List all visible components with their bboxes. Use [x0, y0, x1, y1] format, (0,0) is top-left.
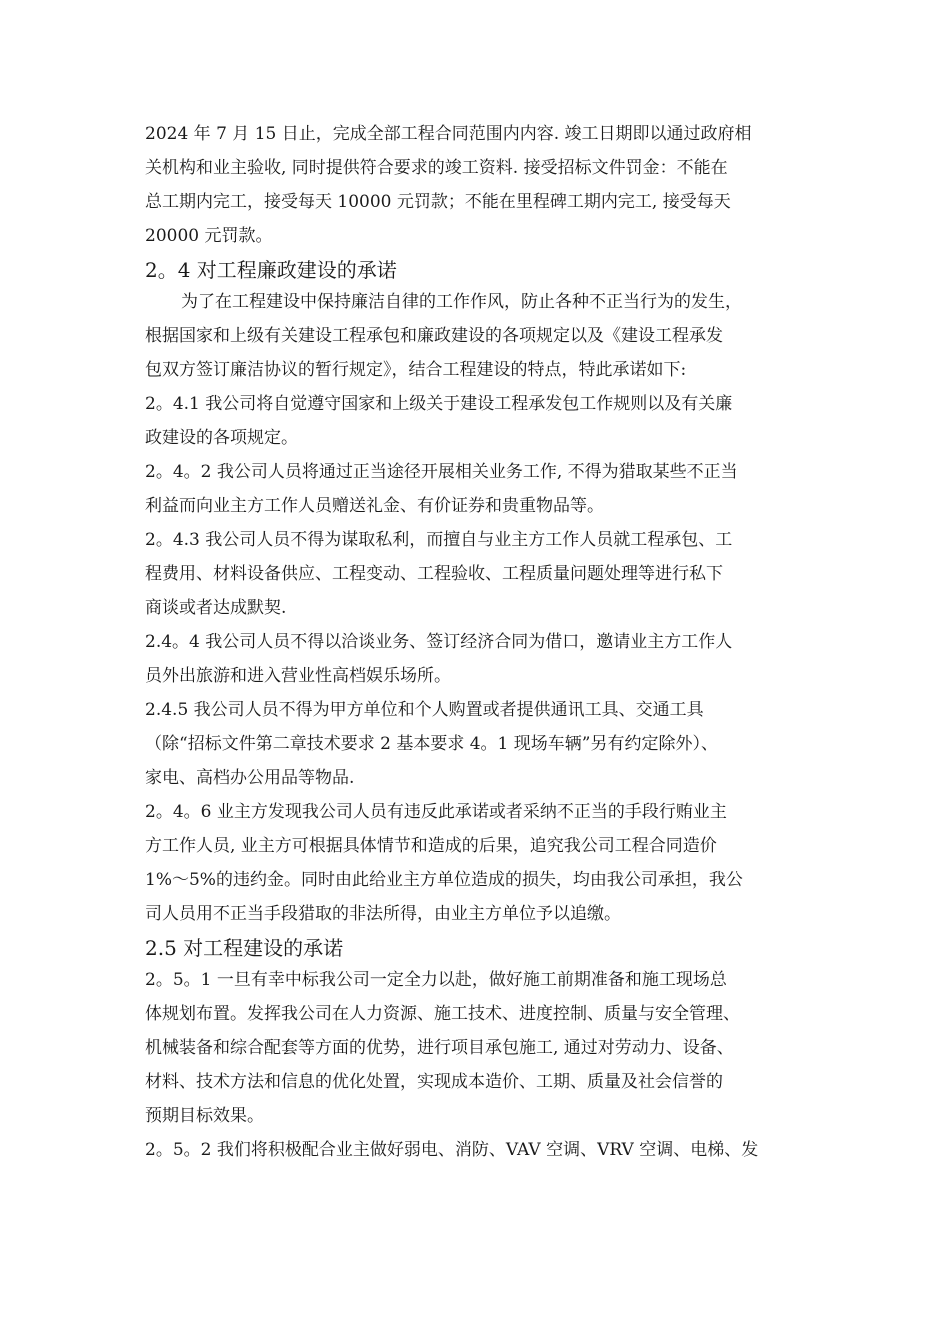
- text-line: 2。4。6 业主方发现我公司人员有违反此承诺或者采纳不正当的手段行贿业主: [145, 802, 727, 822]
- clause-2-4-5: [145, 693, 815, 795]
- text-line: 机械装备和综合配套等方面的优势，进行项目承包施工, 通过对劳动力、设备、: [145, 1038, 734, 1058]
- text-line: 利益而向业主方工作人员赠送礼金、有价证券和贵重物品等。: [145, 496, 604, 516]
- text-line: 家电、高档办公用品等物品.: [145, 768, 355, 788]
- text-line: 2.4.5 我公司人员不得为甲方单位和个人购置或者提供通讯工具、交通工具: [145, 700, 704, 720]
- clause-2-5-2: [145, 1133, 815, 1167]
- text-line: 材料、技术方法和信息的优化处置，实现成本造价、工期、质量及社会信誉的: [145, 1072, 723, 1092]
- text-line: 预期目标效果。: [145, 1106, 264, 1126]
- text-line: 2。5。1 一旦有幸中标我公司一定全力以赴，做好施工前期准备和施工现场总: [145, 970, 727, 990]
- clause-2-4-6: [145, 795, 815, 931]
- text-line: （除“招标文件第二章技术要求 2 基本要求 4。1 现场车辆”另有约定除外）、: [145, 734, 718, 754]
- text-line: 20000 元罚款。: [145, 226, 273, 246]
- text-line: 包双方签订廉洁协议的暂行规定》，结合工程建设的特点，特此承诺如下:: [145, 360, 687, 380]
- clause-2-4-3: [145, 523, 815, 625]
- text-line: 总工期内完工，接受每天 10000 元罚款；不能在里程碑工期内完工, 接受每天: [145, 192, 731, 212]
- section-2-4-intro: [145, 285, 815, 387]
- text-line: 政建设的各项规定。: [145, 428, 298, 448]
- text-line: 2.4。4 我公司人员不得以洽谈业务、签订经济合同为借口，邀请业主方工作人: [145, 632, 733, 652]
- clause-2-4-2: [145, 455, 815, 523]
- text-line: 程费用、材料设备供应、工程变动、工程验收、工程质量问题处理等进行私下: [145, 564, 723, 584]
- text-line: 为了在工程建设中保持廉洁自律的工作作风，防止各种不正当行为的发生，: [181, 292, 742, 312]
- text-line: 2。4。2 我公司人员将通过正当途径开展相关业务工作, 不得为猎取某些不正当: [145, 462, 738, 482]
- text-line: 员外出旅游和进入营业性高档娱乐场所。: [145, 666, 451, 686]
- text-line: 商谈或者达成默契.: [145, 598, 287, 618]
- intro-paragraph: [145, 117, 815, 253]
- text-line: 根据国家和上级有关建设工程承包和廉政建设的各项规定以及《建设工程承发: [145, 326, 723, 346]
- text-line: 方工作人员, 业主方可根据具体情节和造成的后果，追究我公司工程合同造价: [145, 836, 717, 856]
- section-heading-2-5: 2.5 对工程建设的承诺: [145, 936, 344, 960]
- text-line: 2。4.1 我公司将自觉遵守国家和上级关于建设工程承发包工作规则以及有关廉: [145, 394, 733, 414]
- section-heading-2-4: 2。4 对工程廉政建设的承诺: [145, 258, 397, 282]
- text-line: 2。4.3 我公司人员不得为谋取私利，而擅自与业主方工作人员就工程承包、工: [145, 530, 733, 550]
- clause-2-4-4: [145, 625, 815, 693]
- text-line: 2024 年 7 月 15 日止，完成全部工程合同范围内内容. 竣工日期即以通过政府相: [145, 124, 752, 144]
- clause-2-5-1: [145, 963, 815, 1133]
- text-line: 1%～5%的违约金。同时由此给业主方单位造成的损失，均由我公司承担，我公: [145, 870, 743, 890]
- document-page: [145, 117, 815, 1167]
- text-line: 司人员用不正当手段猎取的非法所得，由业主方单位予以追缴。: [145, 904, 621, 924]
- text-line: 体规划布置。发挥我公司在人力资源、施工技术、进度控制、质量与安全管理、: [145, 1004, 740, 1024]
- clause-2-4-1: [145, 387, 815, 455]
- text-line: 关机构和业主验收, 同时提供符合要求的竣工资料. 接受招标文件罚金：不能在: [145, 158, 728, 178]
- text-line: 2。5。2 我们将积极配合业主做好弱电、消防、VAV 空调、VRV 空调、电梯、发: [145, 1140, 759, 1160]
